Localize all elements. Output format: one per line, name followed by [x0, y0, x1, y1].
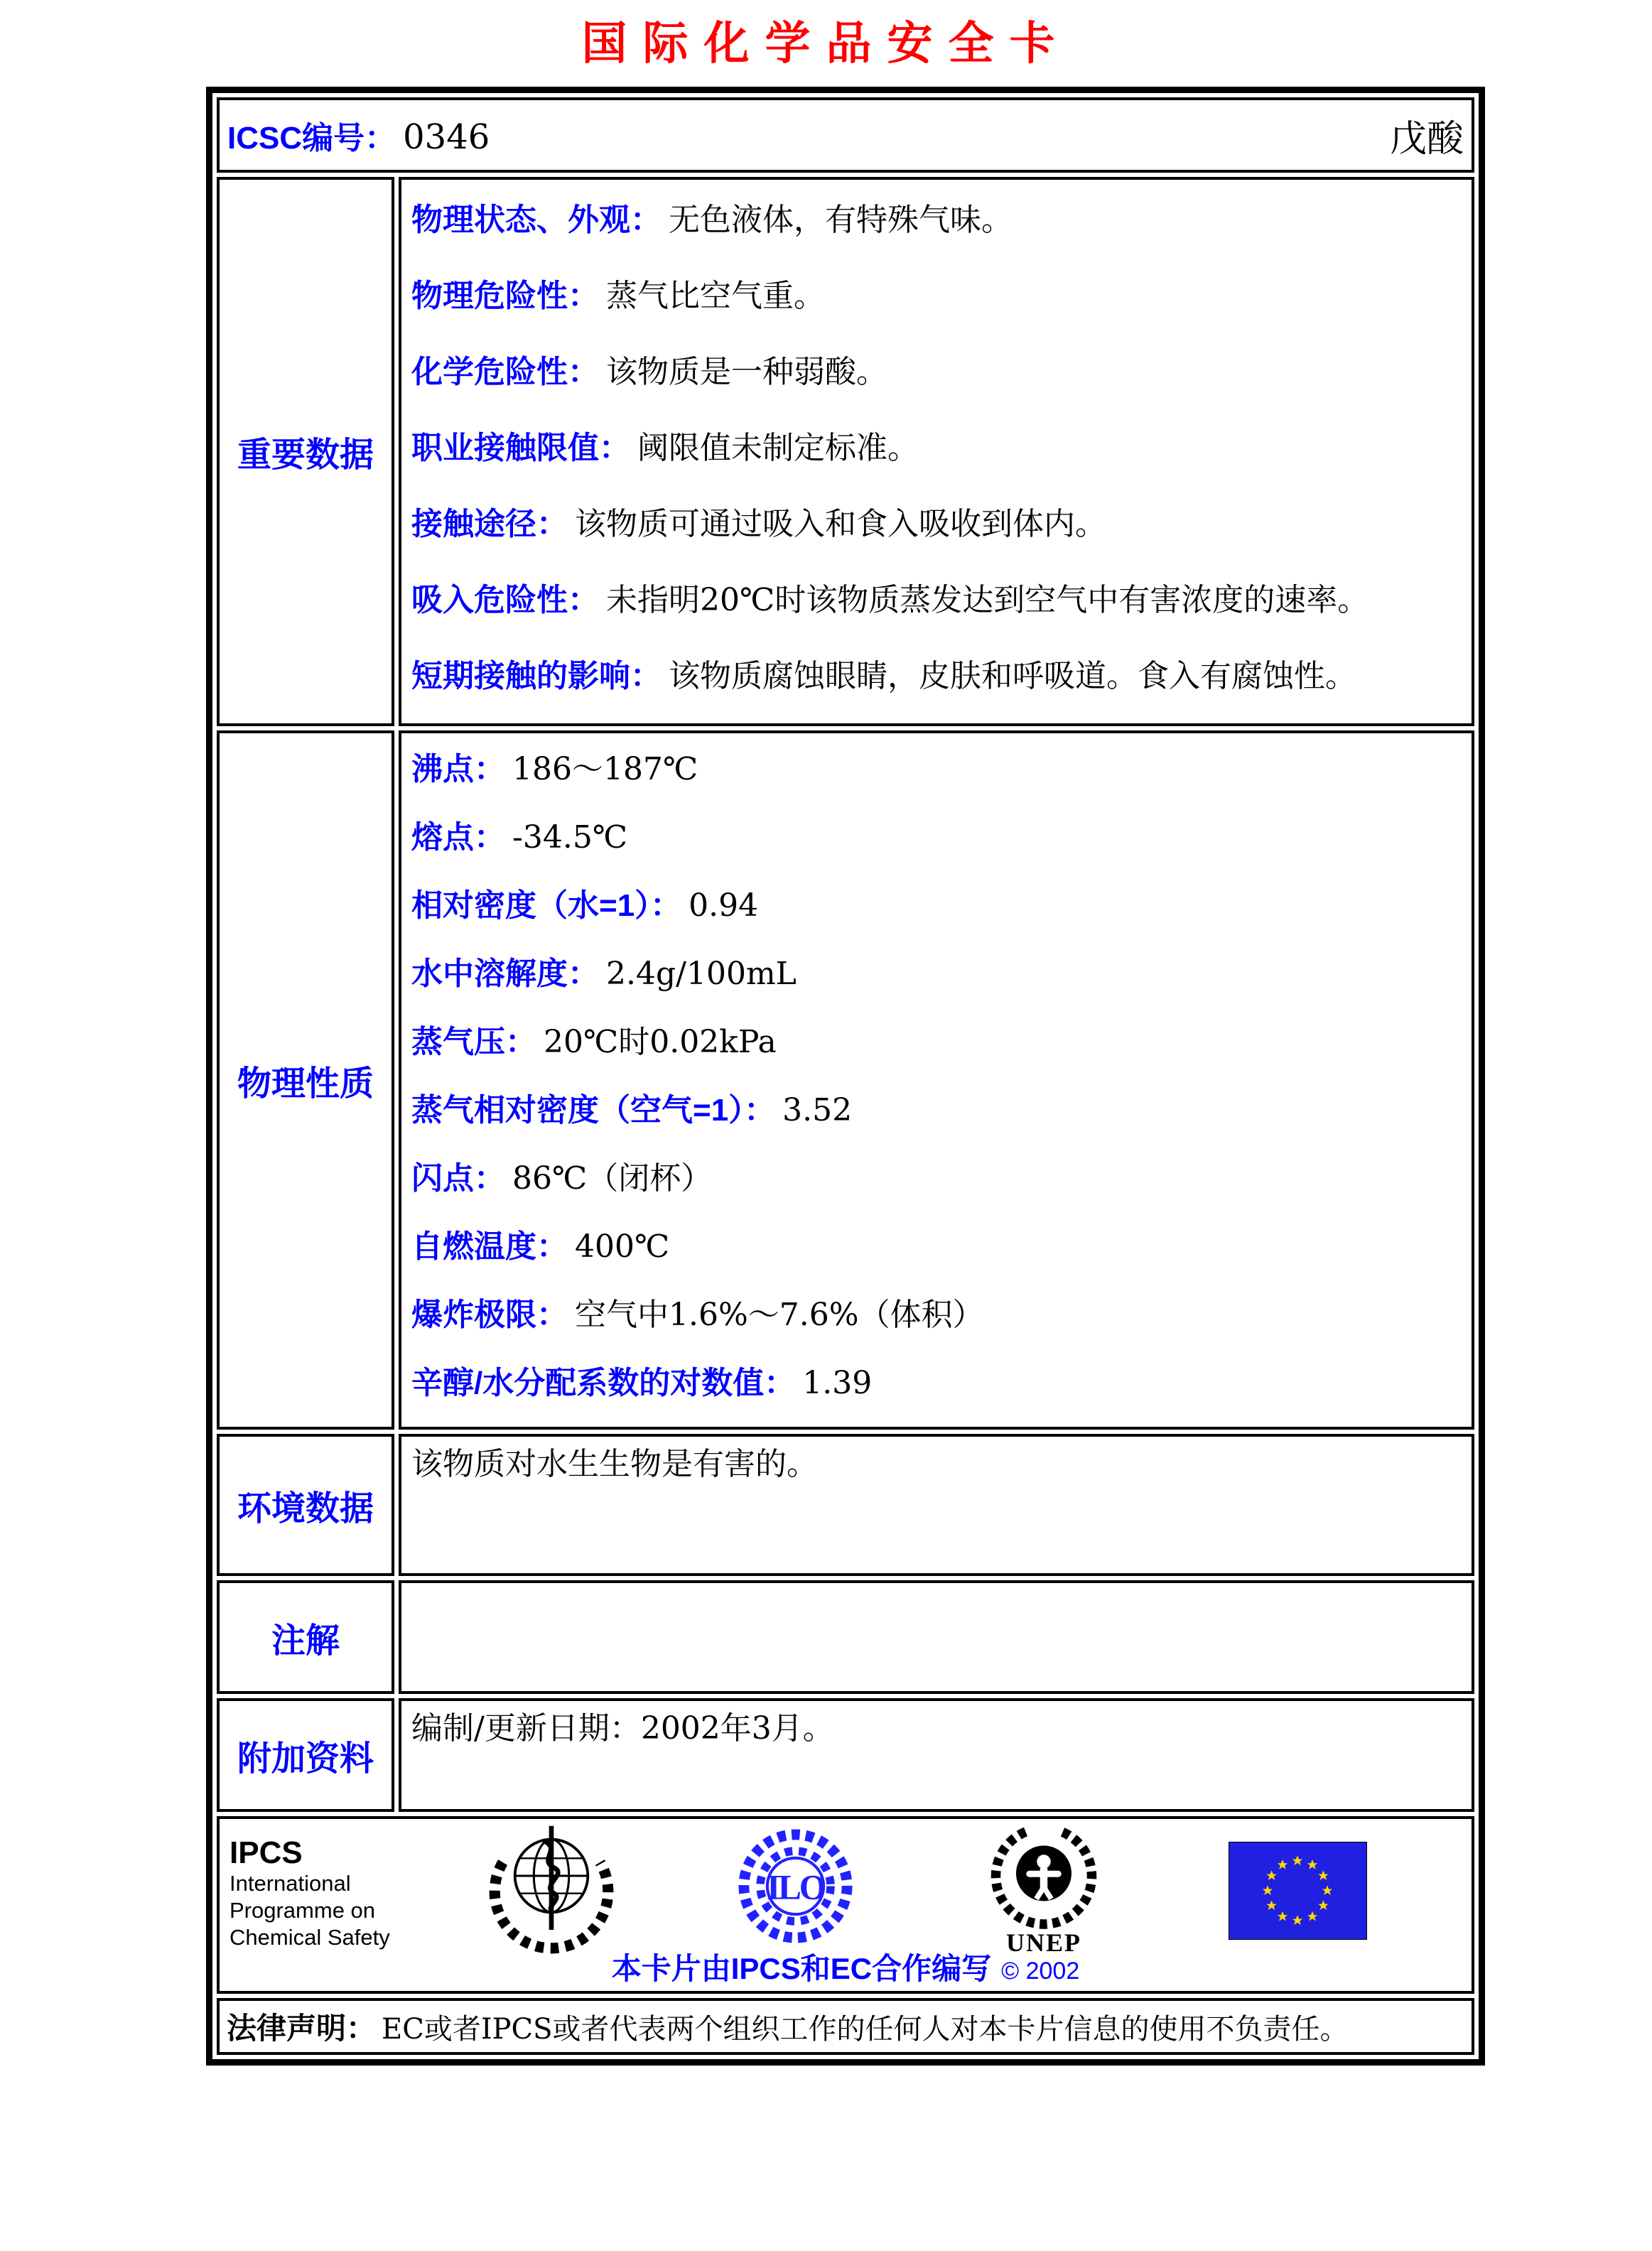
important-data-item [411, 490, 1462, 566]
unep-logo-icon [990, 1823, 1097, 1930]
item-key: 爆炸极限： [411, 1297, 568, 1332]
footer-row [217, 1816, 1474, 1994]
environmental-data-content [399, 1434, 1474, 1576]
who-logo-icon [484, 1822, 619, 1957]
physical-property-item [411, 875, 1462, 944]
important-data-content [399, 177, 1474, 726]
important-data-item [411, 414, 1462, 490]
ipcs-title: IPCS [230, 1835, 303, 1870]
notes-row [217, 1580, 1474, 1694]
icsc-number-label: ICSC编号： [227, 121, 396, 156]
section-label-physical-properties: 物理性质 [237, 1064, 374, 1103]
section-label-additional-info: 附加资料 [237, 1739, 374, 1778]
unep-logo-text: UNEP [1006, 1928, 1081, 1957]
item-key: 相对密度（水=1）： [411, 888, 682, 923]
item-key: 接触途径： [411, 507, 568, 541]
chemical-name: 戊酸 [1389, 117, 1464, 161]
legal-cell [217, 1998, 1474, 2055]
item-value: 蒸气比空气重。 [606, 278, 825, 314]
item-value: 0.94 [689, 887, 759, 924]
environmental-data-label-cell [217, 1434, 394, 1576]
additional-info-text: 编制/更新日期：2002年3月。 [411, 1710, 834, 1747]
notes-label-cell [217, 1580, 394, 1694]
item-key: 物理状态、外观： [411, 203, 662, 237]
section-label-environmental-data: 环境数据 [237, 1489, 374, 1528]
additional-info-row [217, 1698, 1474, 1812]
notes-content [399, 1580, 1474, 1694]
item-value: 2.4g/100mL [606, 956, 797, 992]
additional-info-content [399, 1698, 1474, 1812]
eu-flag-icon [1229, 1842, 1367, 1940]
footer-cell [217, 1816, 1474, 1994]
item-value: 20℃时0.02kPa [544, 1024, 777, 1060]
icsc-header [220, 101, 1471, 169]
item-value: 空气中1.6%～7.6%（体积） [575, 1297, 984, 1333]
physical-property-item [411, 807, 1462, 875]
item-value: 无色液体，有特殊气味。 [669, 202, 1013, 238]
important-data-item [411, 185, 1462, 261]
physical-property-item [411, 739, 1462, 807]
item-key: 物理危险性： [411, 279, 599, 313]
physical-property-item [411, 944, 1462, 1012]
item-key: 化学危险性： [411, 355, 599, 389]
important-data-item [411, 642, 1462, 718]
ipcs-block [230, 1836, 390, 1951]
item-key: 蒸气压： [411, 1025, 536, 1059]
item-key: 职业接触限值： [411, 431, 630, 465]
page-title: 国际化学品安全卡 [581, 18, 1071, 69]
item-value: -34.5℃ [512, 819, 628, 855]
credit-line [220, 1945, 1472, 1988]
item-key: 短期接触的影响： [411, 659, 662, 693]
icsc-header-cell [217, 97, 1474, 173]
ilo-logo-text: ILO [767, 1867, 824, 1907]
ipcs-subtitle-line1: International [230, 1871, 351, 1896]
ilo-logo-icon [737, 1828, 854, 1945]
important-data-row [217, 177, 1474, 726]
physical-property-item [411, 1012, 1462, 1080]
item-key: 水中溶解度： [411, 956, 599, 991]
physical-property-item [411, 1080, 1462, 1148]
physical-property-item [411, 1148, 1462, 1216]
physical-property-item [411, 1353, 1462, 1421]
important-data-item [411, 338, 1462, 414]
legal-text: EC或者IPCS或者代表两个组织工作的任何人对本卡片信息的使用不负责任。 [382, 2013, 1349, 2046]
icsc-number-value: 0346 [403, 117, 490, 157]
physical-properties-label-cell [217, 730, 394, 1430]
physical-property-item [411, 1216, 1462, 1285]
icsc-table [212, 93, 1479, 2059]
item-key: 吸入危险性： [411, 583, 599, 617]
ipcs-subtitle-line3: Chemical Safety [230, 1925, 390, 1950]
item-key: 熔点： [411, 820, 505, 855]
physical-properties-row [217, 730, 1474, 1430]
item-key: 辛醇/水分配系数的对数值： [411, 1366, 796, 1400]
item-key: 闪点： [411, 1161, 505, 1196]
item-value: 86℃（闭杯） [512, 1160, 713, 1197]
legal-row [217, 1998, 1474, 2055]
additional-info-label-cell [217, 1698, 394, 1812]
item-value: 该物质腐蚀眼睛，皮肤和呼吸道。食入有腐蚀性。 [669, 658, 1356, 694]
copyright-text: © 2002 [1001, 1958, 1080, 1985]
icsc-header-row [217, 97, 1474, 173]
credit-text: 本卡片由IPCS和EC合作编写 [611, 1952, 992, 1985]
physical-property-item [411, 1285, 1462, 1353]
item-key: 蒸气相对密度（空气=1）： [411, 1093, 776, 1128]
important-data-item [411, 566, 1462, 642]
physical-properties-content [399, 730, 1474, 1430]
legal-label: 法律声明： [227, 2012, 377, 2045]
ipcs-subtitle-line2: Programme on [230, 1898, 376, 1923]
item-key: 自燃温度： [411, 1229, 568, 1264]
important-data-label-cell [217, 177, 394, 726]
item-key: 沸点： [411, 752, 505, 787]
environmental-data-row [217, 1434, 1474, 1576]
item-value: 该物质是一种弱酸。 [606, 354, 887, 390]
item-value: 未指明20℃时该物质蒸发达到空气中有害浓度的速率。 [606, 582, 1369, 618]
item-value: 1.39 [802, 1365, 873, 1401]
unep-logo-block [987, 1823, 1101, 1958]
environmental-data-text: 该物质对水生生物是有害的。 [411, 1446, 818, 1482]
important-data-item [411, 261, 1462, 338]
icsc-card-table [206, 87, 1485, 2066]
item-value: 186～187℃ [512, 751, 698, 787]
icsc-number-group [227, 112, 490, 158]
section-label-important-data: 重要数据 [237, 436, 374, 474]
item-value: 该物质可通过吸入和食入吸收到体内。 [575, 506, 1106, 542]
item-value: 3.52 [782, 1092, 853, 1128]
item-value: 400℃ [575, 1229, 670, 1265]
section-label-notes: 注解 [271, 1621, 340, 1660]
item-value: 阈限值未制定标准。 [637, 430, 919, 466]
